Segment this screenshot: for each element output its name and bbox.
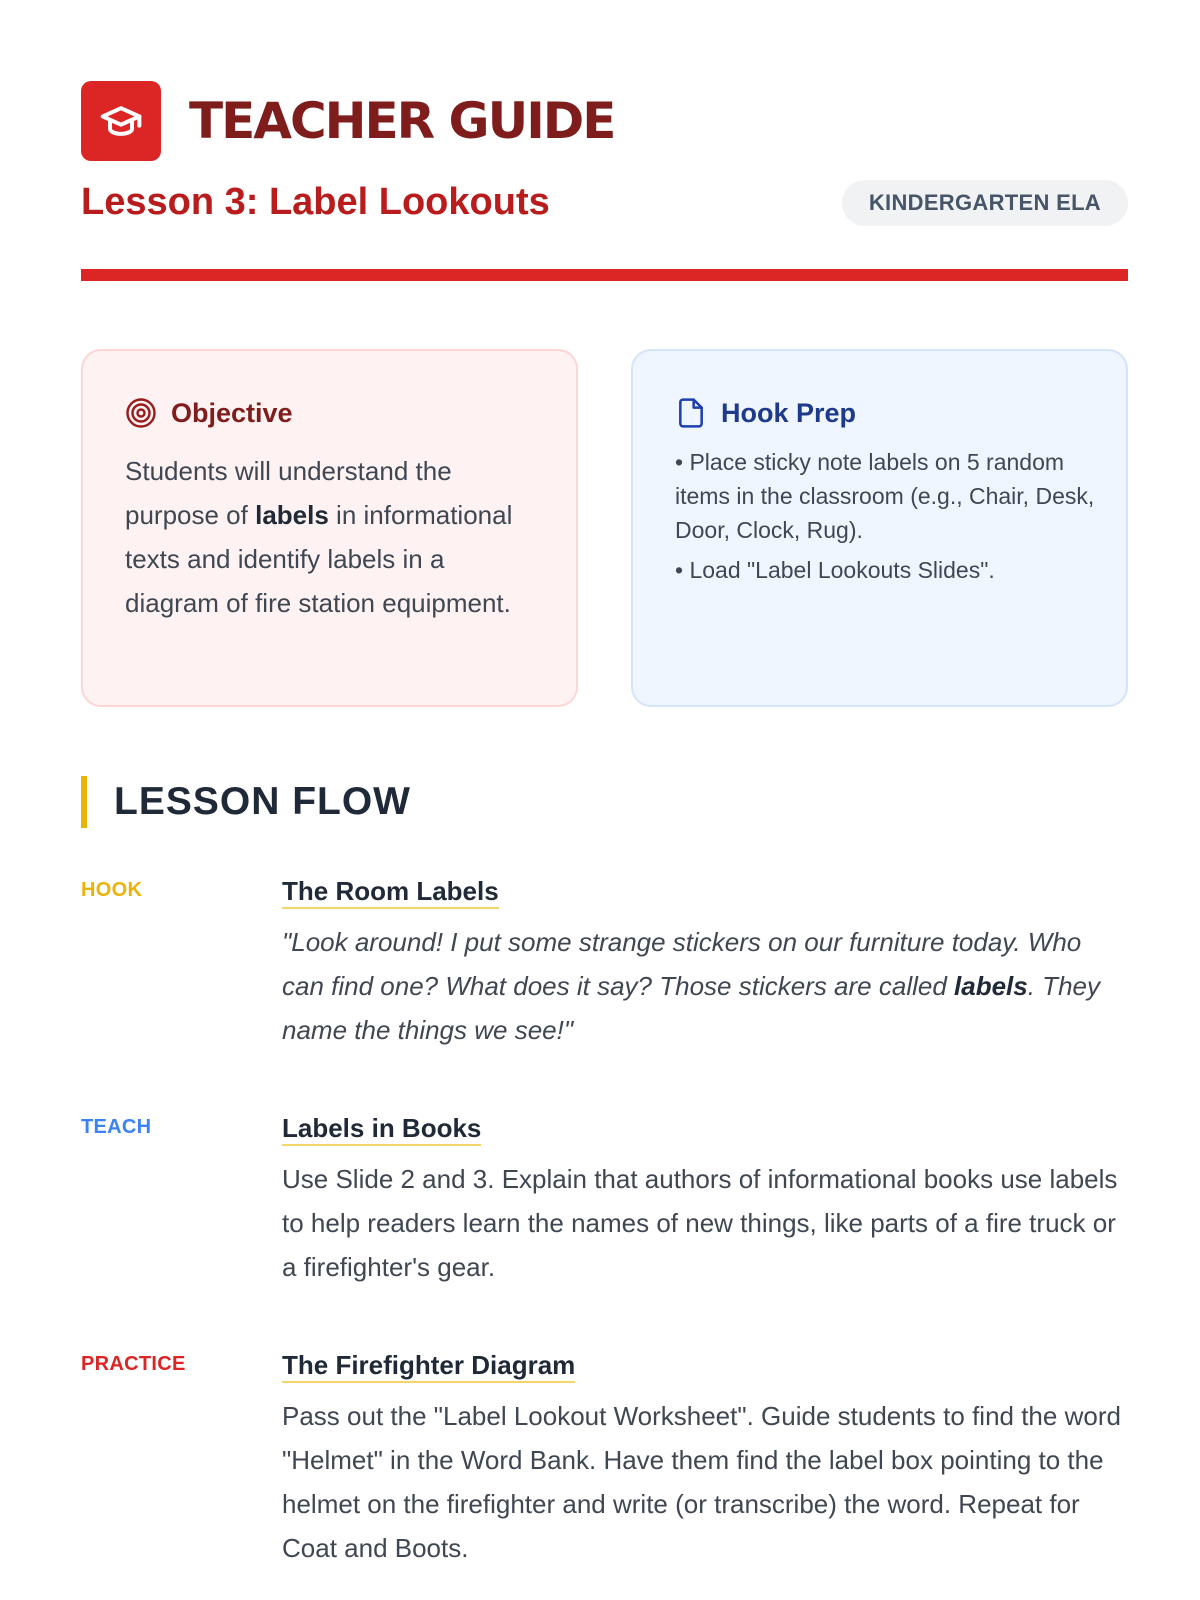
objective-card <box>81 349 578 707</box>
page-header <box>81 81 1128 223</box>
lesson-flow-heading: LESSON FLOW <box>114 780 411 823</box>
hook-prep-item: • Load "Label Lookouts Slides". <box>675 553 1095 587</box>
objective-text <box>125 449 545 625</box>
step-body-end: . They name the things we see!" <box>282 971 1100 1045</box>
hook-prep-item: • Place sticky note labels on 5 random items in the classroom (e.g., Chair, Desk, Door, Clock, Rug). <box>675 445 1095 547</box>
step-title: Labels in Books <box>282 1112 481 1146</box>
section-accent-bar <box>81 776 87 828</box>
hook-prep-card <box>631 349 1128 707</box>
step-body <box>282 920 1128 1052</box>
step-tag: HOOK <box>81 879 143 901</box>
objective-text-end: in informational texts and identify labels in a diagram of fire station equipment. <box>125 500 513 618</box>
lesson-row <box>81 178 1128 226</box>
objective-keyword: labels <box>255 500 329 530</box>
step-tag: PRACTICE <box>81 1353 186 1375</box>
hook-prep-header <box>675 395 856 431</box>
header-divider <box>81 269 1128 281</box>
brand-row <box>81 81 1128 161</box>
target-icon <box>125 397 157 429</box>
step-tag: TEACH <box>81 1116 152 1138</box>
step-body: Pass out the "Label Lookout Worksheet". Guide students to find the word "Helmet" in the Word Bank. Have them find the label box pointing to the helmet on the firefighter and write (or transcribe) the word. Repeat for Coat and Boots. <box>282 1401 1121 1563</box>
step-body-start: "Look around! I put some strange stickers on our furniture today. Who can find one? What does it say? Those stickers are called <box>282 927 1082 1001</box>
document-icon <box>675 397 707 429</box>
objective-title: Objective <box>171 398 293 428</box>
step-body: Use Slide 2 and 3. Explain that authors of informational books use labels to help readers learn the names of new things, like parts of a fire truck or a firefighter's gear. <box>282 1164 1118 1282</box>
lesson-title: Lesson 3: Label Lookouts <box>81 181 550 223</box>
hook-prep-title: Hook Prep <box>721 398 857 428</box>
guide-title: TEACHER GUIDE <box>189 92 615 150</box>
step-body-keyword: labels <box>954 971 1028 1001</box>
objective-header <box>125 395 293 431</box>
objective-text-start: Students will understand the purpose of <box>125 456 452 530</box>
grade-badge: KINDERGARTEN ELA <box>842 180 1128 226</box>
hook-prep-list <box>675 445 1095 593</box>
graduation-cap-icon <box>81 81 161 161</box>
step-title: The Firefighter Diagram <box>282 1349 575 1383</box>
step-title: The Room Labels <box>282 875 499 909</box>
